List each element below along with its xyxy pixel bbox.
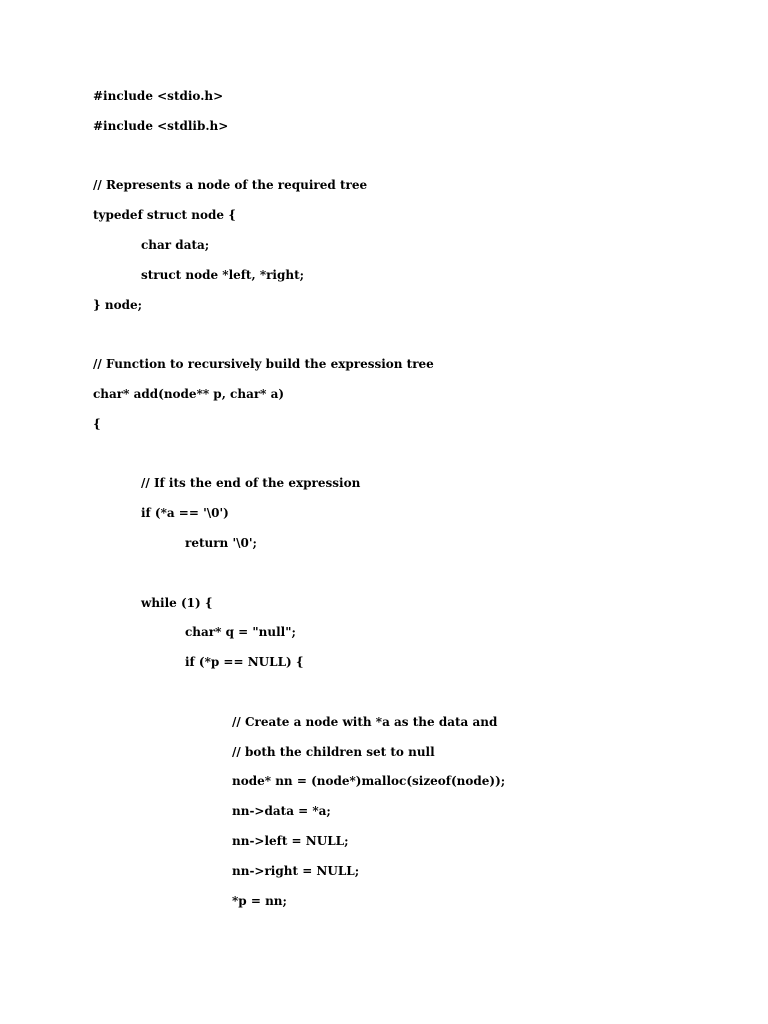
code-line-assign-pointer: *p = nn; [232, 893, 287, 908]
code-line-return: return '\0'; [185, 535, 257, 550]
code-line-malloc: node* nn = (node*)malloc(sizeof(node)); [232, 774, 506, 789]
code-line-open-brace: { [93, 416, 101, 431]
code-line-typedef-end: } node; [93, 297, 143, 312]
code-line-assign-right: nn->right = NULL; [232, 863, 360, 878]
blank-line [93, 146, 748, 176]
code-line-include-stdio: #include <stdio.h> [93, 89, 224, 103]
blank-line [93, 563, 748, 593]
code-comment-function: // Function to recursively build the expression tree [93, 357, 434, 372]
code-line-if-end: if (*a == '\0') [141, 506, 229, 521]
blank-line [93, 444, 748, 474]
blank-line [93, 324, 748, 354]
code-listing [93, 86, 748, 920]
code-comment-create-node: // Create a node with *a as the data and [232, 714, 498, 729]
code-line-char-data: char data; [141, 237, 210, 252]
code-line-assign-left: nn->left = NULL; [232, 833, 349, 848]
code-line-assign-data: nn->data = *a; [232, 804, 331, 819]
code-line-function-signature: char* add(node** p, char* a) [93, 386, 285, 401]
code-comment-node: // Represents a node of the required tree [93, 178, 368, 193]
code-line-include-stdlib: #include <stdlib.h> [93, 118, 229, 133]
code-line-typedef: typedef struct node { [93, 208, 236, 223]
code-comment-end-expression: // If its the end of the expression [141, 476, 361, 491]
code-line-while: while (1) { [141, 595, 213, 610]
blank-line [93, 682, 748, 712]
code-line-struct-children: struct node *left, *right; [141, 267, 305, 282]
code-comment-children-null: // both the children set to null [232, 744, 435, 759]
code-line-if-null: if (*p == NULL) { [185, 655, 304, 670]
code-line-char-q: char* q = "null"; [185, 625, 296, 640]
